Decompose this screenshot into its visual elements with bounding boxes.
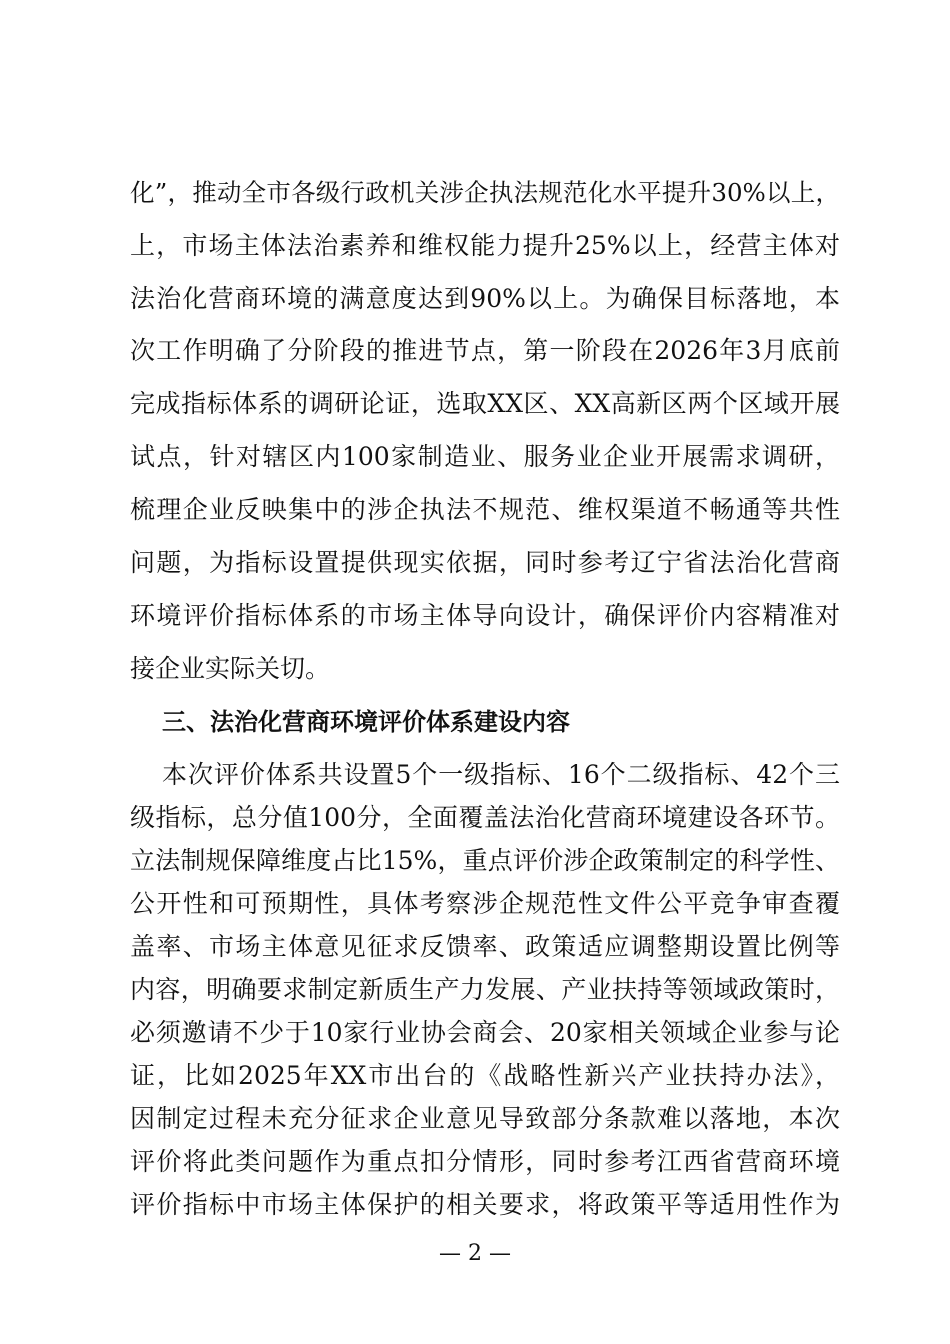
paragraph-line: 接企业实际关切。	[130, 654, 331, 683]
paragraph-line: 评价指标中市场主体保护的相关要求，将政策平等适用性作为	[130, 1190, 840, 1219]
page-number: — 2 —	[439, 1241, 511, 1266]
paragraph-line: 因制定过程未充分征求企业意见导致部分条款难以落地，本次	[130, 1104, 840, 1133]
paragraph-line: 环境评价指标体系的市场主体导向设计，确保评价内容精准对	[130, 601, 840, 630]
paragraph-line: 评价将此类问题作为重点扣分情形，同时参考江西省营商环境	[130, 1147, 840, 1176]
paragraph-line: 立法制规保障维度占比15%，重点评价涉企政策制定的科学性、	[130, 846, 840, 875]
paragraph-line: 次工作明确了分阶段的推进节点，第一阶段在2026年3月底前	[130, 336, 840, 365]
paragraph-line: 法治化营商环境的满意度达到90%以上。为确保目标落地，本	[130, 284, 840, 313]
paragraph-line: 级指标，总分值100分，全面覆盖法治化营商环境建设各环节。	[130, 803, 840, 832]
paragraph-line: 问题，为指标设置提供现实依据，同时参考辽宁省法治化营商	[130, 548, 840, 577]
paragraph-line: 必须邀请不少于10家行业协会商会、20家相关领域企业参与论	[130, 1018, 840, 1047]
section-heading: 三、法治化营商环境评价体系建设内容	[162, 708, 570, 736]
paragraph-line: 盖率、市场主体意见征求反馈率、政策适应调整期设置比例等	[130, 932, 840, 961]
paragraph-line: 上，市场主体法治素养和维权能力提升25%以上，经营主体对	[130, 231, 840, 260]
paragraph-line: 内容，明确要求制定新质生产力发展、产业扶持等领域政策时，	[130, 975, 840, 1004]
paragraph-line: 完成指标体系的调研论证，选取XX区、XX高新区两个区域开展	[130, 389, 840, 418]
paragraph-line: 梳理企业反映集中的涉企执法不规范、维权渠道不畅通等共性	[130, 495, 840, 524]
paragraph-line: 公开性和可预期性，具体考察涉企规范性文件公平竞争审查覆	[130, 889, 840, 918]
paragraph-line: 本次评价体系共设置5个一级指标、16个二级指标、42个三	[162, 760, 840, 789]
paragraph-line: 试点，针对辖区内100家制造业、服务业企业开展需求调研，	[130, 442, 840, 471]
paragraph-line: 证，比如2025年XX市出台的《战略性新兴产业扶持办法》，	[130, 1061, 840, 1090]
paragraph-line: 化”，推动全市各级行政机关涉企执法规范化水平提升30%以上，	[130, 178, 840, 207]
